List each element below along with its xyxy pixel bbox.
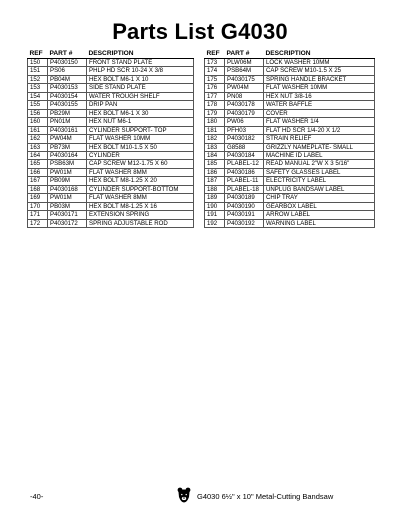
table-row: [28, 92, 194, 100]
part-number-cell: P4030182: [225, 135, 264, 143]
parts-table-right: [204, 48, 375, 228]
part-number-cell: P4030150: [48, 59, 87, 67]
ref-cell: 160: [28, 118, 48, 126]
column-header-description: DESCRIPTION: [264, 48, 375, 59]
part-number-cell: PSB63M: [48, 160, 87, 168]
description-cell: GEARBOX LABEL: [264, 202, 375, 210]
parts-table-right-body: [205, 59, 375, 228]
table-row: [205, 185, 375, 193]
table-row: [28, 84, 194, 92]
description-cell: HEX BOLT M6-1 X 10: [87, 75, 194, 83]
ref-cell: 168: [28, 185, 48, 193]
table-row: [205, 194, 375, 202]
description-cell: COVER: [264, 109, 375, 117]
ref-cell: 152: [28, 75, 48, 83]
table-row: [28, 109, 194, 117]
part-number-cell: P4030192: [225, 219, 264, 227]
ref-cell: 169: [28, 194, 48, 202]
description-cell: HEX BOLT M6-1 X 30: [87, 109, 194, 117]
ref-cell: 156: [28, 109, 48, 117]
ref-cell: 179: [205, 109, 225, 117]
table-row: [28, 168, 194, 176]
description-cell: WATER BAFFLE: [264, 101, 375, 109]
ref-cell: 180: [205, 118, 225, 126]
part-number-cell: PW04M: [225, 84, 264, 92]
ref-cell: 150: [28, 59, 48, 67]
ref-cell: 182: [205, 135, 225, 143]
table-row: [205, 211, 375, 219]
table-row: [28, 101, 194, 109]
part-number-cell: PFH03: [225, 126, 264, 134]
table-row: [205, 126, 375, 134]
description-cell: FLAT WASHER 8MM: [87, 194, 194, 202]
ref-cell: 185: [205, 160, 225, 168]
ref-cell: 176: [205, 84, 225, 92]
part-number-cell: P4030186: [225, 168, 264, 176]
description-cell: SPRING ADJUSTABLE ROD: [87, 219, 194, 227]
part-number-cell: P4030171: [48, 211, 87, 219]
ref-cell: 190: [205, 202, 225, 210]
ref-cell: 155: [28, 101, 48, 109]
description-cell: UNPLUG BANDSAW LABEL: [264, 185, 375, 193]
description-cell: HEX NUT M6-1: [87, 118, 194, 126]
description-cell: WARNING LABEL: [264, 219, 375, 227]
ref-cell: 175: [205, 75, 225, 83]
description-cell: SPRING HANDLE BRACKET: [264, 75, 375, 83]
description-cell: STRAIN RELIEF: [264, 135, 375, 143]
parts-list: [27, 48, 375, 238]
parts-table-left-body: [28, 59, 194, 228]
part-number-cell: PLABEL-12: [225, 160, 264, 168]
description-cell: MACHINE ID LABEL: [264, 151, 375, 159]
ref-cell: 170: [28, 202, 48, 210]
part-number-cell: PB73M: [48, 143, 87, 151]
description-cell: EXTENSION SPRING: [87, 211, 194, 219]
description-cell: CYLINDER SUPPORT- TOP: [87, 126, 194, 134]
description-cell: ELECTRICITY LABEL: [264, 177, 375, 185]
table-row: [28, 151, 194, 159]
page-title: Parts List G4030: [112, 19, 288, 44]
table-row: [205, 168, 375, 176]
description-cell: ARROW LABEL: [264, 211, 375, 219]
description-cell: GRIZZLY NAMEPLATE- SMALL: [264, 143, 375, 151]
table-row: [28, 211, 194, 219]
table-row: [205, 177, 375, 185]
table-row: [28, 118, 194, 126]
table-row: [205, 75, 375, 83]
part-number-cell: P4030164: [48, 151, 87, 159]
part-number-cell: P4030153: [48, 84, 87, 92]
description-cell: CYLINDER SUPPORT-BOTTOM: [87, 185, 194, 193]
description-cell: HEX BOLT M8-1.25 X 16: [87, 202, 194, 210]
part-number-cell: P4030172: [48, 219, 87, 227]
part-number-cell: P4030154: [48, 92, 87, 100]
table-row: [28, 143, 194, 151]
table-row: [205, 67, 375, 75]
ref-cell: 178: [205, 101, 225, 109]
part-number-cell: PN01M: [48, 118, 87, 126]
description-cell: FLAT WASHER 10MM: [264, 84, 375, 92]
part-number-cell: PW04M: [48, 135, 87, 143]
table-row: [205, 84, 375, 92]
description-cell: FRONT STAND PLATE: [87, 59, 194, 67]
table-row: [205, 219, 375, 227]
part-number-cell: P4030190: [225, 202, 264, 210]
table-row: [28, 59, 194, 67]
description-cell: FLAT WASHER 1/4: [264, 118, 375, 126]
description-cell: FLAT WASHER 8MM: [87, 168, 194, 176]
description-cell: LOCK WASHER 10MM: [264, 59, 375, 67]
part-number-cell: G8588: [225, 143, 264, 151]
description-cell: CHIP TRAY: [264, 194, 375, 202]
part-number-cell: P4030161: [48, 126, 87, 134]
part-number-cell: P4030155: [48, 101, 87, 109]
ref-cell: 181: [205, 126, 225, 134]
description-cell: HEX BOLT M8-1.25 X 20: [87, 177, 194, 185]
part-number-cell: P4030178: [225, 101, 264, 109]
description-cell: CAP SCREW M10-1.5 X 25: [264, 67, 375, 75]
ref-cell: 172: [28, 219, 48, 227]
table-row: [28, 194, 194, 202]
column-header-part-number: PART #: [225, 48, 264, 59]
ref-cell: 191: [205, 211, 225, 219]
part-number-cell: PB03M: [48, 202, 87, 210]
ref-cell: 153: [28, 84, 48, 92]
part-number-cell: PW01M: [48, 194, 87, 202]
table-row: [205, 59, 375, 67]
column-header-ref: REF: [205, 48, 225, 59]
bear-head-icon: [177, 487, 191, 503]
table-row: [205, 151, 375, 159]
ref-cell: 192: [205, 219, 225, 227]
ref-cell: 177: [205, 92, 225, 100]
table-header-row: [205, 48, 375, 59]
part-number-cell: P4030189: [225, 194, 264, 202]
description-cell: HEX NUT 3/8-16: [264, 92, 375, 100]
column-header-description: DESCRIPTION: [87, 48, 194, 59]
description-cell: FLAT WASHER 10MM: [87, 135, 194, 143]
ref-cell: 161: [28, 126, 48, 134]
part-number-cell: P4030191: [225, 211, 264, 219]
part-number-cell: PB29M: [48, 109, 87, 117]
ref-cell: 186: [205, 168, 225, 176]
description-cell: PHLP HD SCR 10-24 X 3/8: [87, 67, 194, 75]
part-number-cell: PLABEL-11: [225, 177, 264, 185]
part-number-cell: PLW06M: [225, 59, 264, 67]
table-row: [205, 92, 375, 100]
ref-cell: 184: [205, 151, 225, 159]
ref-cell: 154: [28, 92, 48, 100]
part-number-cell: P4030179: [225, 109, 264, 117]
column-header-ref: REF: [28, 48, 48, 59]
part-number-cell: PB04M: [48, 75, 87, 83]
part-number-cell: PB09M: [48, 177, 87, 185]
description-cell: SAFETY GLASSES LABEL: [264, 168, 375, 176]
table-row: [28, 219, 194, 227]
table-row: [205, 143, 375, 151]
ref-cell: 165: [28, 160, 48, 168]
table-row: [28, 75, 194, 83]
ref-cell: 166: [28, 168, 48, 176]
table-row: [28, 126, 194, 134]
part-number-cell: P4030175: [225, 75, 264, 83]
table-row: [205, 135, 375, 143]
description-cell: HEX BOLT M10-1.5 X 50: [87, 143, 194, 151]
table-row: [28, 177, 194, 185]
description-cell: FLAT HD SCR 1/4-20 X 1/2: [264, 126, 375, 134]
ref-cell: 183: [205, 143, 225, 151]
ref-cell: 167: [28, 177, 48, 185]
table-row: [28, 185, 194, 193]
ref-cell: 162: [28, 135, 48, 143]
table-row: [205, 109, 375, 117]
page-number: -40-: [30, 492, 44, 501]
ref-cell: 171: [28, 211, 48, 219]
ref-cell: 187: [205, 177, 225, 185]
table-row: [205, 202, 375, 210]
table-header-row: [28, 48, 194, 59]
table-row: [28, 202, 194, 210]
description-cell: DRIP PAN: [87, 101, 194, 109]
column-header-part-number: PART #: [48, 48, 87, 59]
part-number-cell: PW01M: [48, 168, 87, 176]
description-cell: READ MANUAL 2"W X 3 5/16": [264, 160, 375, 168]
table-row: [205, 160, 375, 168]
table-row: [28, 160, 194, 168]
ref-cell: 151: [28, 67, 48, 75]
part-number-cell: PS06: [48, 67, 87, 75]
ref-cell: 164: [28, 151, 48, 159]
table-row: [205, 101, 375, 109]
description-cell: SIDE STAND PLATE: [87, 84, 194, 92]
part-number-cell: PSB64M: [225, 67, 264, 75]
part-number-cell: P4030168: [48, 185, 87, 193]
description-cell: CAP SCREW M12-1.75 X 60: [87, 160, 194, 168]
part-number-cell: PW06: [225, 118, 264, 126]
part-number-cell: P4030184: [225, 151, 264, 159]
manual-title: G4030 6½" x 10" Metal-Cutting Bandsaw: [197, 492, 334, 501]
description-cell: WATER TROUGH SHELF: [87, 92, 194, 100]
ref-cell: 188: [205, 185, 225, 193]
part-number-cell: PLABEL-18: [225, 185, 264, 193]
ref-cell: 189: [205, 194, 225, 202]
table-row: [28, 135, 194, 143]
ref-cell: 174: [205, 67, 225, 75]
description-cell: CYLINDER: [87, 151, 194, 159]
ref-cell: 173: [205, 59, 225, 67]
ref-cell: 163: [28, 143, 48, 151]
part-number-cell: PN08: [225, 92, 264, 100]
table-row: [205, 118, 375, 126]
parts-table-left: [27, 48, 194, 228]
table-row: [28, 67, 194, 75]
